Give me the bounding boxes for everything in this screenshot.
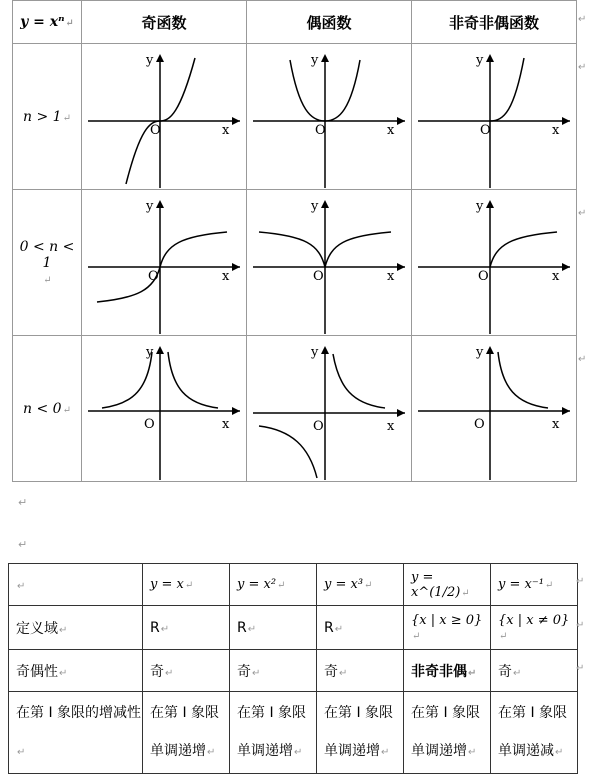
svg-text:x: x	[552, 417, 560, 432]
header-odd: 奇函数	[82, 1, 247, 44]
row-end-mark: ↵	[578, 208, 587, 219]
monotonicity-value: 在第 I 象限单调递增↵	[230, 692, 317, 774]
graph-odd-n-gt-1	[82, 44, 247, 190]
svg-text:O: O	[144, 417, 155, 432]
power-function-graph-table	[12, 0, 577, 482]
row-end-mark: ↵	[578, 14, 587, 25]
row-label-parity: 奇偶性↵	[9, 650, 143, 692]
svg-text:y: y	[146, 199, 154, 214]
domain-value: R↵	[317, 606, 404, 650]
graph-even-n-between-0-1	[247, 190, 412, 336]
parity-value: 非奇非偶↵	[404, 650, 491, 692]
row-label-n-gt-1: n > 1↵	[13, 44, 82, 190]
svg-text:x: x	[222, 123, 230, 138]
row-label-domain: 定义域↵	[9, 606, 143, 650]
svg-text:x: x	[387, 419, 395, 434]
header-neither: 非奇非偶函数	[412, 1, 577, 44]
row-end-mark: ↵	[576, 576, 585, 587]
svg-text:y: y	[311, 345, 319, 360]
domain-value: R↵	[143, 606, 230, 650]
col-header-x: y = x↵	[143, 564, 230, 606]
svg-text:x: x	[387, 269, 395, 284]
svg-text:x: x	[387, 123, 395, 138]
svg-text:y: y	[146, 53, 154, 68]
parity-value: 奇↵	[230, 650, 317, 692]
paragraph-mark: ↵	[18, 538, 28, 551]
monotonicity-value: 在第 I 象限单调递增↵	[143, 692, 230, 774]
paragraph-mark: ↵	[18, 496, 28, 509]
svg-text:x: x	[222, 269, 230, 284]
parity-value: 奇↵	[143, 650, 230, 692]
col-header-x3: y = x³↵	[317, 564, 404, 606]
power-function-properties-table	[8, 563, 578, 774]
svg-text:y: y	[146, 345, 154, 360]
row-end-mark: ↵	[576, 663, 585, 674]
row-end-mark: ↵	[578, 62, 587, 73]
monotonicity-value: 在第 I 象限单调递增↵	[317, 692, 404, 774]
svg-text:O: O	[480, 123, 491, 138]
row-end-mark: ↵	[578, 354, 587, 365]
svg-text:O: O	[150, 123, 161, 138]
domain-value: {x | x ≥ 0}↵	[404, 606, 491, 650]
corner-label: y = xⁿ↵	[13, 1, 82, 44]
col-header-x2: y = x²↵	[230, 564, 317, 606]
row-label-n-lt-0: n < 0↵	[13, 336, 82, 482]
graph-even-n-gt-1	[247, 44, 412, 190]
svg-text:O: O	[313, 269, 324, 284]
svg-text:O: O	[313, 419, 324, 434]
monotonicity-value: 在第 I 象限单调递减↵	[491, 692, 578, 774]
col-header-sqrt: y = x^(1/2)↵	[404, 564, 491, 606]
row-label-monotonicity: 在第 I 象限的增减性↵	[9, 692, 143, 774]
svg-text:O: O	[315, 123, 326, 138]
parity-value: 奇↵	[491, 650, 578, 692]
graph-odd-n-between-0-1	[82, 190, 247, 336]
graph-even-n-lt-0	[247, 336, 412, 482]
svg-text:y: y	[476, 199, 484, 214]
domain-value: R↵	[230, 606, 317, 650]
parity-value: 奇↵	[317, 650, 404, 692]
row-end-mark: ↵	[576, 620, 585, 631]
monotonicity-value: 在第 I 象限单调递增↵	[404, 692, 491, 774]
graph-neither-n-gt-1	[412, 44, 577, 190]
graph-neither-n-between-0-1	[412, 190, 577, 336]
svg-text:O: O	[148, 269, 159, 284]
svg-text:x: x	[222, 417, 230, 432]
svg-text:x: x	[552, 269, 560, 284]
svg-text:y: y	[476, 345, 484, 360]
graph-neither-n-lt-0	[412, 336, 577, 482]
svg-text:y: y	[311, 199, 319, 214]
svg-text:O: O	[478, 269, 489, 284]
header-even: 偶函数	[247, 1, 412, 44]
svg-text:y: y	[476, 53, 484, 68]
graph-odd-n-lt-0	[82, 336, 247, 482]
corner-cell: ↵	[9, 564, 143, 606]
svg-text:y: y	[311, 53, 319, 68]
svg-text:x: x	[552, 123, 560, 138]
col-header-inverse: y = x⁻¹↵	[491, 564, 578, 606]
row-label-n-between-0-1: 0 < n < 1 ↵	[13, 190, 82, 336]
domain-value: {x | x ≠ 0}↵	[491, 606, 578, 650]
svg-text:O: O	[474, 417, 485, 432]
